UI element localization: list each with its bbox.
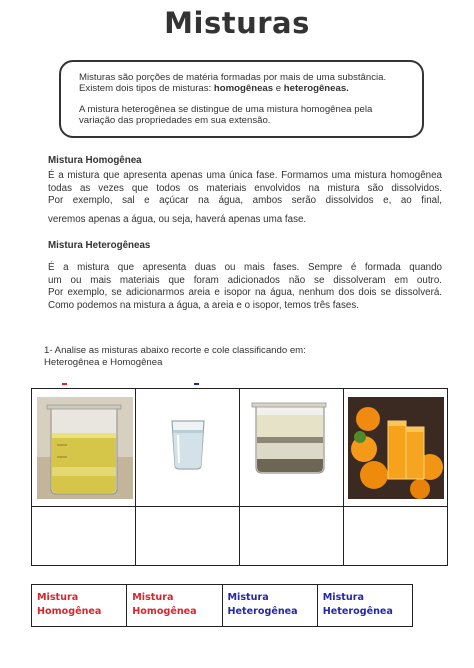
intro-paragraph-1 — [79, 72, 408, 95]
answer-cell-4[interactable] — [344, 506, 448, 565]
red-mark — [62, 383, 67, 385]
page-title: Misturas — [164, 6, 310, 40]
question-text — [44, 345, 306, 368]
intro-text-mid: e — [273, 83, 284, 95]
heading-heterogenea: Mistura Heterogêneas — [48, 240, 151, 251]
label-word-2: Heterogênea — [322, 606, 393, 617]
paragraph-homogenea — [48, 170, 442, 226]
label-mistura-homogenea-2[interactable] — [127, 585, 222, 626]
homogenea-line-2: todas as vezes que todos os materiais envolvidos na mistura são dissolvidos. — [48, 182, 442, 194]
label-word-2: Homogênea — [132, 606, 197, 617]
label-word-1: Mistura — [132, 592, 174, 603]
label-word-1: Mistura — [322, 592, 364, 603]
homogenea-line-1: É a mistura que apresenta apenas uma única fase. Formamos uma mistura homogênea — [48, 170, 442, 181]
image-cell-3 — [240, 389, 344, 507]
intro-box — [59, 60, 424, 138]
homogenea-line-3: Por exemplo, sal e açúcar na água, ambos serão dissolvidos e, ao final, — [48, 195, 442, 206]
intro-bold-homogeneas: homogêneas — [213, 83, 274, 95]
intro-paragraph-2: A mistura heterogênea se distingue de uma mistura homogênea pela variação das propriedades em sua extensão. — [79, 103, 373, 127]
heterogenea-line-2: um ou mais materiais que foram adicionados não se dissolveram em outro. — [48, 274, 442, 286]
heterogenea-line-3: Por exemplo, se adicionarmos areia e isopor na água, nenhum dos dois se dissolverá. — [48, 287, 442, 298]
beaker-water-sand-image — [244, 397, 340, 499]
label-word-1: Mistura — [227, 592, 269, 603]
intro-bold-heterogeneas: heterogêneas. — [283, 83, 349, 95]
label-word-2: Heterogênea — [227, 606, 298, 617]
question-line-2: Heterogênea e Homogênea — [44, 356, 163, 368]
image-cell-4 — [344, 389, 448, 507]
answer-cell-1[interactable] — [32, 506, 136, 565]
image-cell-2 — [136, 389, 240, 507]
paragraph-heterogenea — [48, 262, 442, 312]
blue-mark — [194, 383, 199, 385]
answer-cell-3[interactable] — [240, 506, 344, 565]
orange-juice-image — [348, 397, 444, 499]
heterogenea-line-1: É a mistura que apresenta duas ou mais fases. Sempre é formada quando — [48, 262, 442, 273]
cutout-labels — [31, 584, 413, 627]
label-word-2: Homogênea — [37, 606, 102, 617]
label-mistura-homogenea-1[interactable] — [32, 585, 127, 626]
question-line-1: 1- Analise as misturas abaixo recorte e cole classificando em: — [44, 345, 306, 356]
answer-cell-2[interactable] — [136, 506, 240, 565]
image-cell-1 — [32, 389, 136, 507]
heading-homogenea: Mistura Homogênea — [48, 155, 142, 166]
label-mistura-heterogenea-2[interactable] — [318, 585, 412, 626]
beaker-yellow-liquid-image — [37, 397, 133, 499]
glass-of-water-image — [140, 397, 236, 499]
label-mistura-heterogenea-1[interactable] — [223, 585, 318, 626]
classification-grid — [31, 388, 448, 566]
heterogenea-line-4: Como podemos na mistura a água, a areia e o isopor, temos três fases. — [48, 299, 359, 311]
label-word-1: Mistura — [37, 592, 79, 603]
homogenea-line-4: veremos apenas a água, ou seja, haverá apenas uma fase. — [48, 213, 307, 225]
intro-text-a: Misturas são porções de matéria formadas por mais de uma substância. Existem dois tipos de misturas: — [79, 72, 387, 95]
